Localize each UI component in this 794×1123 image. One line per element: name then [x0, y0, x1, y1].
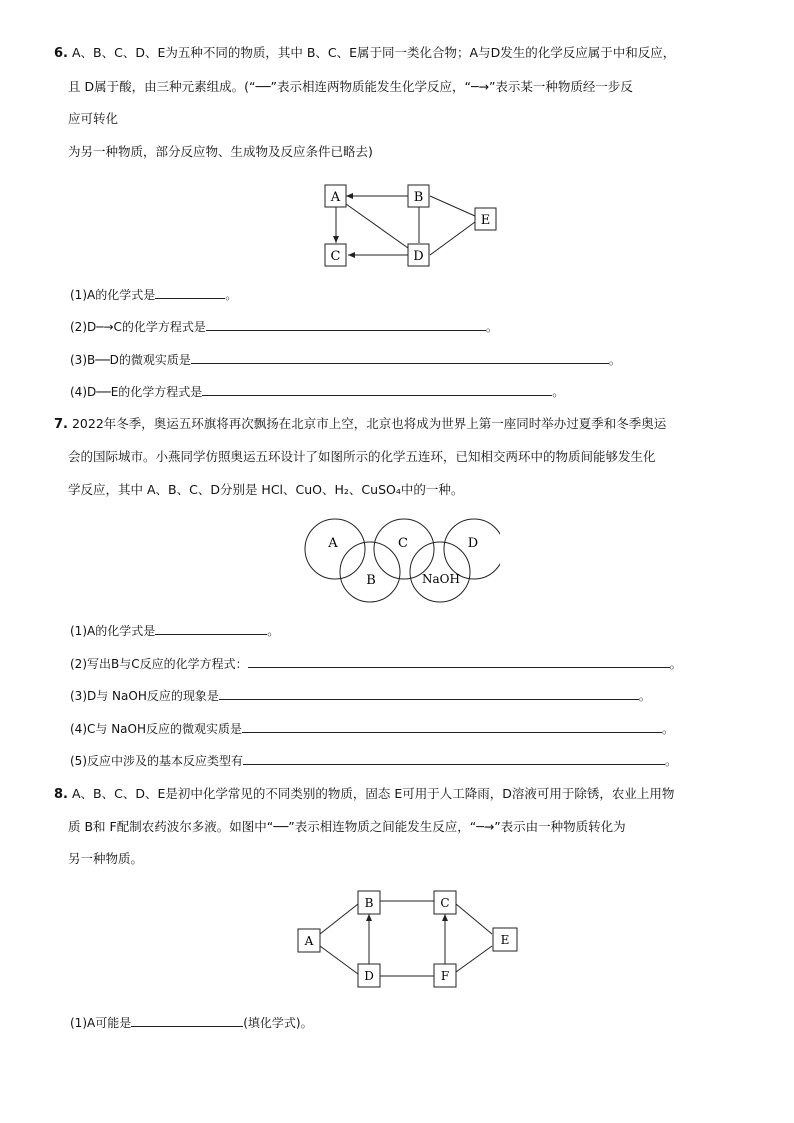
q8-line2: 质 B和 F配制农药波尔多液。如图中“──”表示相连物质之间能发生反应，“─→”表示由一种物质转化为 — [68, 819, 626, 834]
ring-naoh-label: NaOH — [422, 572, 460, 586]
line-d-e — [430, 222, 475, 255]
q6-line1 — [54, 44, 675, 63]
q6-line2: 且 D属于酸，由三种元素组成。(“──”表示相连两物质能发生化学反应，“─→”表示某一种物质经一步反 — [68, 79, 633, 94]
question-number: 8. — [54, 787, 68, 802]
answer-blank[interactable] — [202, 383, 552, 396]
q6-sub2: (2)D─→C的化学方程式是 。 — [70, 320, 498, 334]
answer-blank[interactable] — [206, 318, 486, 331]
node-d-label: D — [413, 249, 424, 264]
q7-sub4: (4)C与 NaOH反应的微观实质是 。 — [70, 722, 675, 736]
line-a-d — [320, 946, 358, 974]
node-d-label: D — [364, 969, 374, 983]
answer-blank[interactable] — [191, 351, 609, 364]
node-e-label: E — [480, 213, 491, 228]
answer-blank[interactable] — [155, 622, 267, 635]
answer-blank[interactable] — [242, 720, 662, 733]
line-f-e — [456, 946, 492, 972]
q7-line1 — [54, 415, 666, 434]
line-a-b — [320, 904, 358, 934]
q8-line1 — [54, 785, 674, 804]
node-c-label: C — [440, 896, 450, 910]
q7-line2: 会的国际城市。小燕同学仿照奥运五环设计了如图所示的化学五连环，已知相交两环中的物质间能够发生化 — [68, 449, 656, 464]
q7-text: 2022年冬季，奥运五环旗将再次飘扬在北京市上空，北京也将成为世界上第一座同时举办过夏季和冬季奥运 — [71, 416, 667, 431]
q7-sub5: (5)反应中涉及的基本反应类型有 。 — [70, 754, 678, 768]
q8-sub1: (1)A可能是 (填化学式)。 — [70, 1016, 313, 1030]
q6-sub4: (4)D──E的化学方程式是 。 — [70, 385, 565, 399]
ring-c-label: C — [398, 536, 408, 551]
line-c-e — [456, 904, 492, 934]
q7-sub1: (1)A的化学式是 。 — [70, 624, 280, 638]
node-a-label: A — [330, 190, 341, 205]
q8-diagram — [290, 884, 530, 994]
ring-b — [340, 542, 400, 602]
q7-line3: 学反应，其中 A、B、C、D分别是 HCl、CuO、H₂、CuSO₄中的一种。 — [68, 482, 464, 497]
line-b-e — [430, 196, 475, 216]
answer-blank[interactable] — [131, 1014, 243, 1027]
node-e-label: E — [500, 933, 510, 947]
node-f-label: F — [440, 969, 450, 983]
node-b-label: B — [413, 190, 424, 205]
ring-d-label: D — [467, 536, 479, 551]
line-a-d — [346, 204, 408, 248]
q8-text: A、B、C、D、E是初中化学常见的不同类别的物质，固态 E可用于人工降雨，D溶液可用于除锈，农业上用物 — [71, 786, 675, 801]
answer-blank[interactable] — [155, 286, 225, 299]
q6-text: A、B、C、D、E为五种不同的物质，其中 B、C、E属于同一类化合物；A与D发生的化学反应属于中和反应， — [71, 45, 676, 60]
q7-sub3: (3)D与 NaOH反应的现象是 。 — [70, 689, 651, 703]
question-number: 7. — [54, 417, 68, 432]
ring-a-label: A — [328, 536, 338, 551]
q6-diagram — [310, 176, 510, 276]
q7-rings-diagram — [300, 512, 500, 612]
node-c-label: C — [330, 249, 341, 264]
answer-blank[interactable] — [219, 687, 639, 700]
q8-line3: 另一种物质。 — [68, 851, 144, 866]
q6-line4: 为另一种物质，部分反应物、生成物及反应条件已略去) — [68, 144, 373, 159]
answer-blank[interactable] — [248, 655, 670, 668]
answer-blank[interactable] — [243, 752, 665, 765]
node-a-label: A — [304, 934, 314, 948]
node-b-label: B — [364, 896, 374, 910]
q6-sub1: (1)A的化学式是 。 — [70, 288, 238, 302]
q6-sub3: (3)B──D的微观实质是 。 — [70, 353, 621, 367]
q7-sub2: (2)写出B与C反应的化学方程式： 。 — [70, 657, 682, 671]
ring-b-label: B — [366, 573, 376, 588]
q6-line3: 应可转化 — [68, 111, 119, 126]
question-number: 6. — [54, 46, 68, 61]
